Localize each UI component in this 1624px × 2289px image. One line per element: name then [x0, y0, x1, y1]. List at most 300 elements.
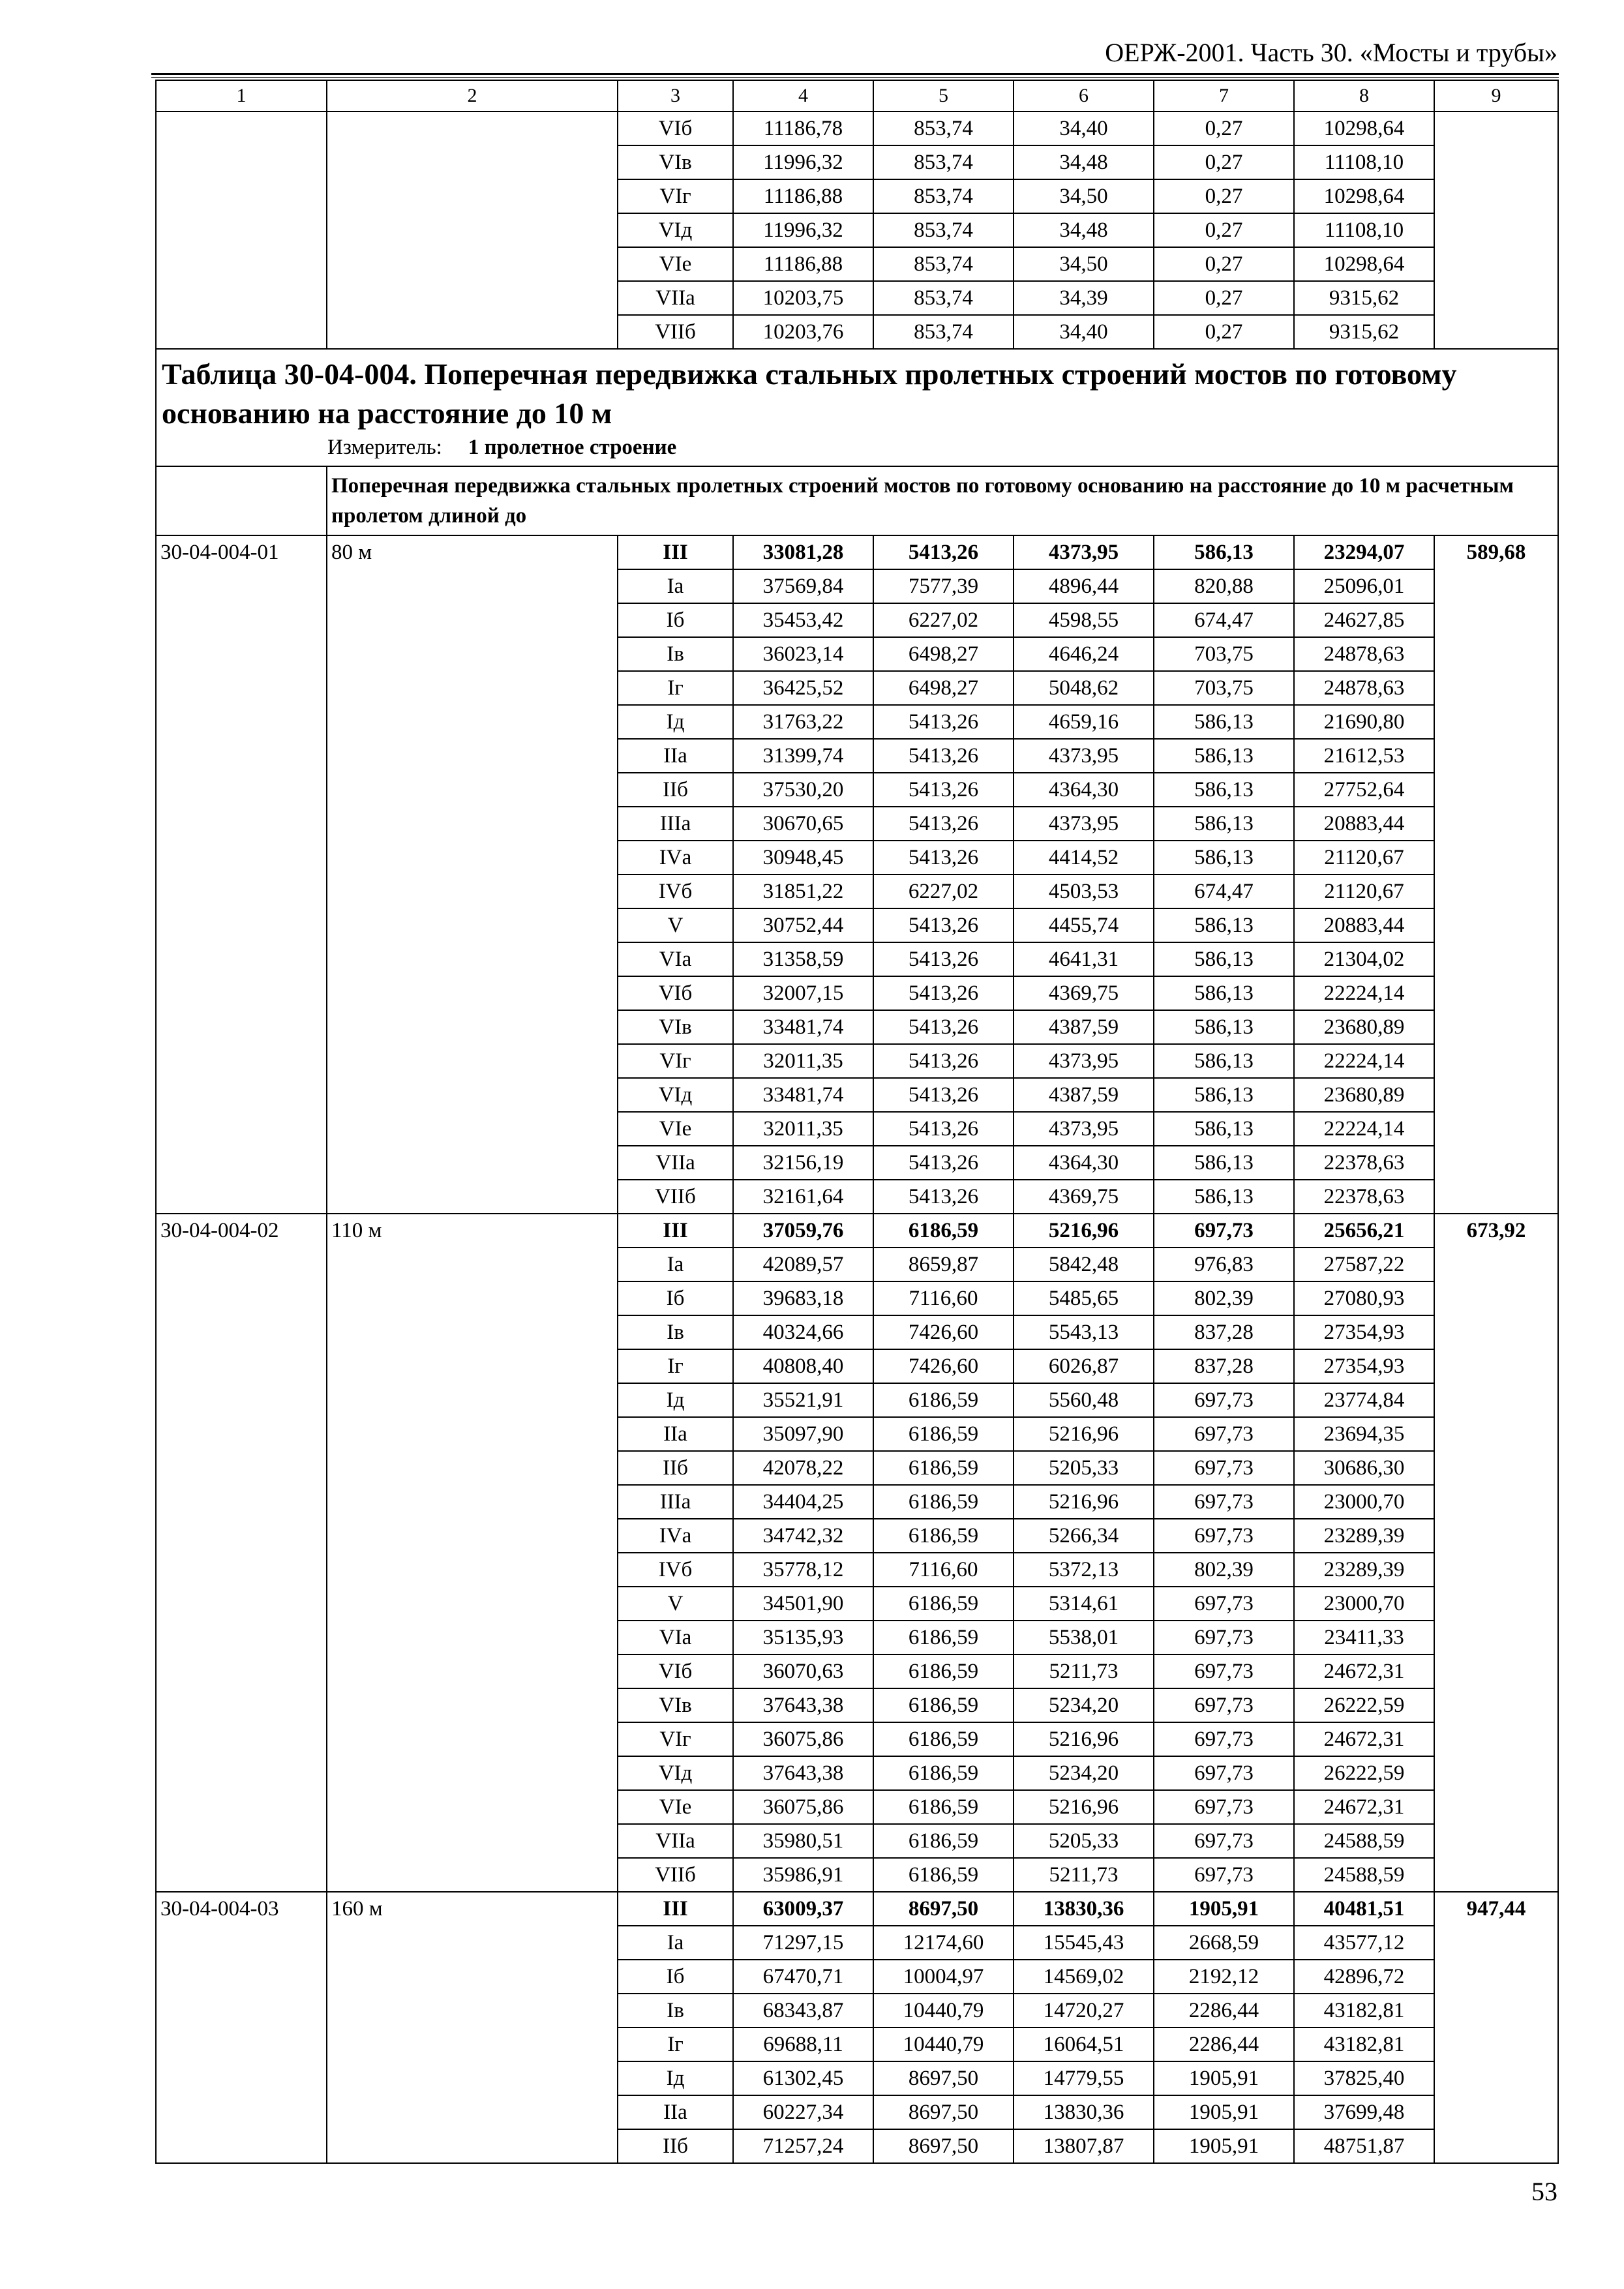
value-cell: 21304,02: [1294, 942, 1434, 976]
value-cell: 2286,44: [1154, 1994, 1294, 2027]
value-cell: 16064,51: [1014, 2027, 1154, 2061]
value-cell: 4373,95: [1014, 739, 1154, 773]
zone-cell: VIв: [618, 145, 733, 179]
value-cell: 674,47: [1154, 603, 1294, 637]
value-cell: 837,28: [1154, 1315, 1294, 1349]
zone-cell: VIе: [618, 1790, 733, 1824]
page-number: 53: [1531, 2177, 1557, 2206]
value-cell: 36070,63: [733, 1654, 873, 1688]
value-cell: 11186,88: [733, 179, 873, 213]
zone-cell: IVб: [618, 875, 733, 908]
value-cell: 11186,88: [733, 247, 873, 281]
value-cell: 10203,76: [733, 315, 873, 349]
value-cell: 7116,60: [873, 1281, 1014, 1315]
measure-value: 1 пролетное строение: [468, 436, 677, 459]
value-cell: 43182,81: [1294, 1994, 1434, 2027]
value-cell: 24672,31: [1294, 1790, 1434, 1824]
span-length: 160 м: [327, 1892, 618, 2163]
zone-cell: Iг: [618, 671, 733, 705]
value-cell: 853,74: [873, 145, 1014, 179]
value-cell: 586,13: [1154, 739, 1294, 773]
zone-cell: VIг: [618, 179, 733, 213]
value-cell: 22378,63: [1294, 1146, 1434, 1180]
empty-code-cell: [156, 466, 327, 535]
value-cell: 820,88: [1154, 569, 1294, 603]
value-cell: 23000,70: [1294, 1485, 1434, 1519]
rate-code: 30-04-004-02: [156, 1214, 327, 1892]
value-cell: 586,13: [1154, 1010, 1294, 1044]
value-cell: 33481,74: [733, 1010, 873, 1044]
value-cell: 674,47: [1154, 875, 1294, 908]
value-cell: 13807,87: [1014, 2129, 1154, 2163]
value-cell: 23774,84: [1294, 1383, 1434, 1417]
value-cell: 586,13: [1154, 1146, 1294, 1180]
value-cell: 23411,33: [1294, 1621, 1434, 1654]
zone-cell: IVб: [618, 1553, 733, 1587]
value-cell: 21120,67: [1294, 875, 1434, 908]
value-cell: 6498,27: [873, 637, 1014, 671]
zone-cell: VIIа: [618, 1146, 733, 1180]
value-cell: 586,13: [1154, 908, 1294, 942]
value-cell: 5216,96: [1014, 1485, 1154, 1519]
zone-cell: VIг: [618, 1044, 733, 1078]
value-cell: 853,74: [873, 315, 1014, 349]
value-cell: 37825,40: [1294, 2061, 1434, 2095]
value-cell: 30752,44: [733, 908, 873, 942]
value-cell: 23289,39: [1294, 1519, 1434, 1553]
value-cell: 48751,87: [1294, 2129, 1434, 2163]
value-cell: 697,73: [1154, 1824, 1294, 1858]
value-cell: 27080,93: [1294, 1281, 1434, 1315]
zone-cell: Iа: [618, 1926, 733, 1960]
value-cell: 35778,12: [733, 1553, 873, 1587]
value-cell: 35097,90: [733, 1417, 873, 1451]
value-cell: 4503,53: [1014, 875, 1154, 908]
value-cell: 5216,96: [1014, 1417, 1154, 1451]
value-cell: 10440,79: [873, 1994, 1014, 2027]
value-cell: 697,73: [1154, 1756, 1294, 1790]
value-cell: 40481,51: [1294, 1892, 1434, 1926]
value-cell: 7116,60: [873, 1553, 1014, 1587]
value-cell: 976,83: [1154, 1248, 1294, 1281]
value-cell: 802,39: [1154, 1281, 1294, 1315]
zone-cell: III: [618, 1214, 733, 1248]
value-cell: 36075,86: [733, 1790, 873, 1824]
value-cell: 2668,59: [1154, 1926, 1294, 1960]
value-cell: 4373,95: [1014, 807, 1154, 841]
column-number: 5: [873, 80, 1014, 112]
column-number: 6: [1014, 80, 1154, 112]
value-cell: 1905,91: [1154, 2061, 1294, 2095]
value-cell: 13830,36: [1014, 1892, 1154, 1926]
value-cell: 6186,59: [873, 1790, 1014, 1824]
span-length: 80 м: [327, 535, 618, 1214]
value-cell: 35986,91: [733, 1858, 873, 1892]
value-cell: 21612,53: [1294, 739, 1434, 773]
value-cell: 35453,42: [733, 603, 873, 637]
zone-cell: IVа: [618, 841, 733, 875]
value-cell: 697,73: [1154, 1451, 1294, 1485]
zone-cell: VIе: [618, 247, 733, 281]
value-cell: 14720,27: [1014, 1994, 1154, 2027]
column-number: 4: [733, 80, 873, 112]
value-cell: 35521,91: [733, 1383, 873, 1417]
value-cell: 34,48: [1014, 145, 1154, 179]
column-number: 1: [156, 80, 327, 112]
value-cell: 8697,50: [873, 2095, 1014, 2129]
value-cell: 4646,24: [1014, 637, 1154, 671]
zone-cell: IIб: [618, 2129, 733, 2163]
value-cell: 37699,48: [1294, 2095, 1434, 2129]
zone-cell: VIе: [618, 1112, 733, 1146]
value-cell: 63009,37: [733, 1892, 873, 1926]
rate-row: [156, 1892, 1558, 1926]
value-cell: 6186,59: [873, 1587, 1014, 1621]
value-cell: 23694,35: [1294, 1417, 1434, 1451]
value-cell: 586,13: [1154, 535, 1294, 569]
value-cell: 15545,43: [1014, 1926, 1154, 1960]
zone-cell: Iб: [618, 603, 733, 637]
value-cell: 697,73: [1154, 1587, 1294, 1621]
value-cell: 697,73: [1154, 1790, 1294, 1824]
value-cell: 67470,71: [733, 1960, 873, 1994]
empty-col9-cell: [1434, 112, 1558, 349]
value-cell: 22224,14: [1294, 1112, 1434, 1146]
zone-cell: VIа: [618, 942, 733, 976]
value-cell: 24878,63: [1294, 637, 1434, 671]
value-cell: 42078,22: [733, 1451, 873, 1485]
value-cell: 9315,62: [1294, 315, 1434, 349]
value-cell: 37569,84: [733, 569, 873, 603]
value-cell: 5205,33: [1014, 1451, 1154, 1485]
zone-cell: Iб: [618, 1960, 733, 1994]
value-cell: 2192,12: [1154, 1960, 1294, 1994]
value-cell: 6186,59: [873, 1519, 1014, 1553]
value-cell: 68343,87: [733, 1994, 873, 2027]
value-cell: 5314,61: [1014, 1587, 1154, 1621]
value-cell: 11996,32: [733, 213, 873, 247]
value-cell: 5413,26: [873, 807, 1014, 841]
value-cell: 34,40: [1014, 112, 1154, 145]
value-cell: 1905,91: [1154, 2095, 1294, 2129]
value-cell: 21690,80: [1294, 705, 1434, 739]
value-cell: 6186,59: [873, 1824, 1014, 1858]
zone-cell: Iв: [618, 637, 733, 671]
value-cell: 0,27: [1154, 179, 1294, 213]
value-cell: 30686,30: [1294, 1451, 1434, 1485]
value-cell: 5413,26: [873, 1180, 1014, 1214]
zone-cell: Iа: [618, 569, 733, 603]
zone-cell: VIIа: [618, 1824, 733, 1858]
zone-cell: VIб: [618, 1654, 733, 1688]
value-cell: 6186,59: [873, 1688, 1014, 1722]
value-cell: 697,73: [1154, 1383, 1294, 1417]
zone-cell: VIа: [618, 1621, 733, 1654]
zone-cell: Iд: [618, 2061, 733, 2095]
continuation-row: [156, 112, 1558, 145]
value-cell: 5413,26: [873, 942, 1014, 976]
value-cell: 42896,72: [1294, 1960, 1434, 1994]
value-cell: 5485,65: [1014, 1281, 1154, 1315]
value-cell: 25656,21: [1294, 1214, 1434, 1248]
rate-code: 30-04-004-01: [156, 535, 327, 1214]
value-cell: 6227,02: [873, 875, 1014, 908]
value-cell: 6498,27: [873, 671, 1014, 705]
zone-cell: III: [618, 1892, 733, 1926]
value-cell: 22224,14: [1294, 976, 1434, 1010]
value-cell: 6186,59: [873, 1383, 1014, 1417]
zone-cell: IIа: [618, 739, 733, 773]
value-cell: 586,13: [1154, 705, 1294, 739]
value-cell: 586,13: [1154, 773, 1294, 807]
zone-cell: IIа: [618, 2095, 733, 2129]
value-cell: 7426,60: [873, 1315, 1014, 1349]
value-cell: 5413,26: [873, 1044, 1014, 1078]
zone-cell: VIIб: [618, 1180, 733, 1214]
value-cell: 40808,40: [733, 1349, 873, 1383]
value-cell: 5413,26: [873, 705, 1014, 739]
zone-cell: Iд: [618, 1383, 733, 1417]
value-cell: 5211,73: [1014, 1858, 1154, 1892]
value-cell: 586,13: [1154, 807, 1294, 841]
value-cell: 6186,59: [873, 1756, 1014, 1790]
value-cell: 27354,93: [1294, 1315, 1434, 1349]
value-cell: 4641,31: [1014, 942, 1154, 976]
value-cell: 5216,96: [1014, 1214, 1154, 1248]
value-cell: 36425,52: [733, 671, 873, 705]
rate-row: [156, 535, 1558, 569]
value-cell: 837,28: [1154, 1349, 1294, 1383]
value-cell: 34,39: [1014, 281, 1154, 315]
value-cell: 7426,60: [873, 1349, 1014, 1383]
zone-cell: IIб: [618, 1451, 733, 1485]
value-cell: 13830,36: [1014, 2095, 1154, 2129]
subtitle-row: [156, 466, 1558, 535]
rate-code: 30-04-004-03: [156, 1892, 327, 2163]
value-cell: 5413,26: [873, 535, 1014, 569]
value-cell: 39683,18: [733, 1281, 873, 1315]
col9-value: 673,92: [1434, 1214, 1558, 1892]
value-cell: 4455,74: [1014, 908, 1154, 942]
value-cell: 37643,38: [733, 1688, 873, 1722]
zone-cell: VIд: [618, 1756, 733, 1790]
value-cell: 6186,59: [873, 1722, 1014, 1756]
value-cell: 5538,01: [1014, 1621, 1154, 1654]
table-title: Таблица 30-04-004. Поперечная передвижка стальных пролетных строений мостов по готовому основанию на расстояние до 10 м: [156, 349, 1558, 433]
value-cell: 23680,89: [1294, 1010, 1434, 1044]
value-cell: 4896,44: [1014, 569, 1154, 603]
column-number: 2: [327, 80, 618, 112]
value-cell: 5413,26: [873, 976, 1014, 1010]
value-cell: 26222,59: [1294, 1756, 1434, 1790]
value-cell: 6227,02: [873, 603, 1014, 637]
value-cell: 36023,14: [733, 637, 873, 671]
value-cell: 5543,13: [1014, 1315, 1154, 1349]
zone-cell: VIд: [618, 1078, 733, 1112]
value-cell: 34,40: [1014, 315, 1154, 349]
value-cell: 6186,59: [873, 1214, 1014, 1248]
zone-cell: III: [618, 535, 733, 569]
value-cell: 5413,26: [873, 1112, 1014, 1146]
value-cell: 697,73: [1154, 1654, 1294, 1688]
column-number: 9: [1434, 80, 1558, 112]
measure-label: Измеритель:: [327, 436, 442, 459]
value-cell: 40324,66: [733, 1315, 873, 1349]
value-cell: 11996,32: [733, 145, 873, 179]
value-cell: 853,74: [873, 247, 1014, 281]
value-cell: 24878,63: [1294, 671, 1434, 705]
value-cell: 586,13: [1154, 1044, 1294, 1078]
value-cell: 4373,95: [1014, 1044, 1154, 1078]
value-cell: 24588,59: [1294, 1858, 1434, 1892]
zone-cell: Iв: [618, 1994, 733, 2027]
value-cell: 5413,26: [873, 1078, 1014, 1112]
value-cell: 853,74: [873, 281, 1014, 315]
measure-row: [156, 433, 1558, 466]
value-cell: 31358,59: [733, 942, 873, 976]
value-cell: 33481,74: [733, 1078, 873, 1112]
value-cell: 4364,30: [1014, 1146, 1154, 1180]
value-cell: 802,39: [1154, 1553, 1294, 1587]
value-cell: 22224,14: [1294, 1044, 1434, 1078]
value-cell: 23680,89: [1294, 1078, 1434, 1112]
value-cell: 10004,97: [873, 1960, 1014, 1994]
zone-cell: Iб: [618, 1281, 733, 1315]
zone-cell: IIа: [618, 1417, 733, 1451]
value-cell: 26222,59: [1294, 1688, 1434, 1722]
value-cell: 14779,55: [1014, 2061, 1154, 2095]
value-cell: 5211,73: [1014, 1654, 1154, 1688]
value-cell: 697,73: [1154, 1485, 1294, 1519]
value-cell: 32011,35: [733, 1044, 873, 1078]
value-cell: 24672,31: [1294, 1722, 1434, 1756]
value-cell: 22378,63: [1294, 1180, 1434, 1214]
value-cell: 4373,95: [1014, 1112, 1154, 1146]
value-cell: 697,73: [1154, 1688, 1294, 1722]
value-cell: 24588,59: [1294, 1824, 1434, 1858]
value-cell: 35135,93: [733, 1621, 873, 1654]
value-cell: 7577,39: [873, 569, 1014, 603]
value-cell: 4659,16: [1014, 705, 1154, 739]
value-cell: 10298,64: [1294, 179, 1434, 213]
value-cell: 586,13: [1154, 976, 1294, 1010]
value-cell: 10298,64: [1294, 247, 1434, 281]
value-cell: 5413,26: [873, 841, 1014, 875]
value-cell: 37059,76: [733, 1214, 873, 1248]
value-cell: 35980,51: [733, 1824, 873, 1858]
zone-cell: Iв: [618, 1315, 733, 1349]
value-cell: 61302,45: [733, 2061, 873, 2095]
value-cell: 2286,44: [1154, 2027, 1294, 2061]
value-cell: 853,74: [873, 213, 1014, 247]
value-cell: 8659,87: [873, 1248, 1014, 1281]
value-cell: 703,75: [1154, 637, 1294, 671]
value-cell: 32161,64: [733, 1180, 873, 1214]
value-cell: 11186,78: [733, 112, 873, 145]
value-cell: 697,73: [1154, 1417, 1294, 1451]
value-cell: 703,75: [1154, 671, 1294, 705]
measure-cell: [156, 433, 1558, 466]
value-cell: 5413,26: [873, 739, 1014, 773]
col9-value: 947,44: [1434, 1892, 1558, 2163]
zone-cell: VIг: [618, 1722, 733, 1756]
value-cell: 853,74: [873, 179, 1014, 213]
value-cell: 586,13: [1154, 841, 1294, 875]
value-cell: 23294,07: [1294, 535, 1434, 569]
value-cell: 27354,93: [1294, 1349, 1434, 1383]
value-cell: 4373,95: [1014, 535, 1154, 569]
header-rule: [151, 73, 1559, 78]
rate-row: [156, 1214, 1558, 1248]
value-cell: 0,27: [1154, 315, 1294, 349]
zone-cell: IVа: [618, 1519, 733, 1553]
value-cell: 1905,91: [1154, 2129, 1294, 2163]
value-cell: 697,73: [1154, 1214, 1294, 1248]
value-cell: 5205,33: [1014, 1824, 1154, 1858]
value-cell: 5413,26: [873, 908, 1014, 942]
value-cell: 32011,35: [733, 1112, 873, 1146]
value-cell: 32156,19: [733, 1146, 873, 1180]
zone-cell: Iд: [618, 705, 733, 739]
value-cell: 4387,59: [1014, 1010, 1154, 1044]
value-cell: 9315,62: [1294, 281, 1434, 315]
value-cell: 71257,24: [733, 2129, 873, 2163]
zone-cell: IIIа: [618, 807, 733, 841]
zone-cell: VIIб: [618, 315, 733, 349]
value-cell: 8697,50: [873, 2129, 1014, 2163]
value-cell: 23289,39: [1294, 1553, 1434, 1587]
value-cell: 5234,20: [1014, 1688, 1154, 1722]
zone-cell: Iг: [618, 1349, 733, 1383]
span-length: 110 м: [327, 1214, 618, 1892]
zone-cell: VIIб: [618, 1858, 733, 1892]
value-cell: 32007,15: [733, 976, 873, 1010]
running-header: ОЕРЖ-2001. Часть 30. «Мосты и трубы»: [1105, 38, 1557, 67]
rates-table: [155, 80, 1559, 2164]
zone-cell: V: [618, 1587, 733, 1621]
value-cell: 27752,64: [1294, 773, 1434, 807]
value-cell: 42089,57: [733, 1248, 873, 1281]
value-cell: 6026,87: [1014, 1349, 1154, 1383]
zone-cell: Iг: [618, 2027, 733, 2061]
value-cell: 43182,81: [1294, 2027, 1434, 2061]
section-subtitle: Поперечная передвижка стальных пролетных строений мостов по готовому основанию на расстояние до 10 м расчетным пролетом длиной до: [327, 466, 1558, 535]
value-cell: 6186,59: [873, 1858, 1014, 1892]
zone-cell: VIв: [618, 1688, 733, 1722]
value-cell: 30948,45: [733, 841, 873, 875]
value-cell: 10298,64: [1294, 112, 1434, 145]
page-body: [155, 80, 1557, 2207]
value-cell: 697,73: [1154, 1722, 1294, 1756]
value-cell: 34,50: [1014, 247, 1154, 281]
value-cell: 586,13: [1154, 942, 1294, 976]
column-number-row: [156, 80, 1558, 112]
column-number: 8: [1294, 80, 1434, 112]
column-number: 7: [1154, 80, 1294, 112]
value-cell: 5560,48: [1014, 1383, 1154, 1417]
value-cell: 31851,22: [733, 875, 873, 908]
value-cell: 69688,11: [733, 2027, 873, 2061]
value-cell: 37530,20: [733, 773, 873, 807]
value-cell: 31399,74: [733, 739, 873, 773]
value-cell: 20883,44: [1294, 807, 1434, 841]
value-cell: 12174,60: [873, 1926, 1014, 1960]
value-cell: 697,73: [1154, 1519, 1294, 1553]
value-cell: 30670,65: [733, 807, 873, 841]
value-cell: 5216,96: [1014, 1722, 1154, 1756]
value-cell: 43577,12: [1294, 1926, 1434, 1960]
value-cell: 4369,75: [1014, 976, 1154, 1010]
